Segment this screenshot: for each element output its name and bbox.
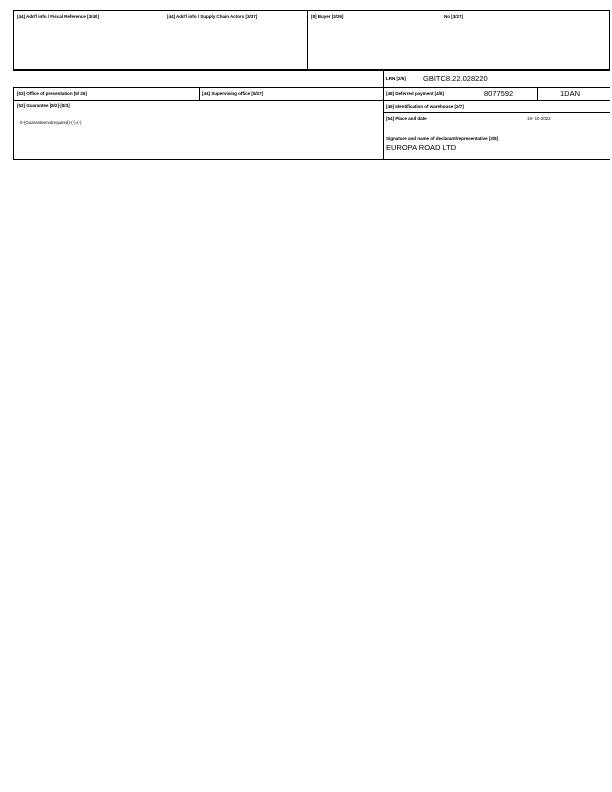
- buyer-no-label: No [3/27]: [444, 14, 463, 19]
- guarantee-value: 0-(Guaranteenotrequired)-(-)-(-): [20, 120, 82, 125]
- office-row-divider: [199, 87, 200, 100]
- signature-name: EUROPA ROAD LTD: [386, 143, 457, 152]
- guarantee-label: [52] Guarantee [8/2]-[8/3]: [17, 103, 70, 108]
- add-info-fiscal-label: [44] Add'l info / Fiscal Reference [3/40]: [17, 14, 99, 19]
- deferred-payment-label: [48] Deferred payment [4/8]: [386, 91, 444, 96]
- deferred-payment-code: 1DAN: [560, 89, 581, 98]
- top-divider: [307, 10, 308, 70]
- office-presentation-label: [53] Office of presentation [5/ 26]: [17, 91, 87, 96]
- identification-label: [49] Identification of warehouse [2/7]: [386, 104, 464, 109]
- place-date-top-line: [383, 112, 610, 113]
- top-section: [13, 10, 610, 70]
- lrn-left-line: [383, 70, 384, 87]
- office-row-divider-2: [383, 87, 384, 160]
- signature-label: Signature and name of declarant/representative [3/9]: [386, 136, 499, 141]
- lrn-label: LRN [2/5]: [386, 76, 406, 81]
- lrn-value: GBITC8.22.028220: [423, 74, 488, 83]
- place-date-label: [54] Place and date: [386, 116, 427, 121]
- form-bottom-line: [13, 159, 610, 160]
- supervising-office-label: [44] Supervising office [5/27]: [202, 91, 264, 96]
- deferred-payment-number: 8077592: [484, 89, 514, 98]
- guarantee-top-line: [13, 100, 610, 101]
- lrn-top-line: [13, 70, 610, 71]
- add-info-supply-chain-label: [44] Add'l info / Supply Chain Actors [3/37]: [167, 14, 258, 19]
- deferred-divider: [537, 87, 538, 100]
- office-row-left: [13, 87, 14, 160]
- office-row-top-line: [13, 87, 610, 88]
- buyer-label: [8] Buyer [3/26]: [311, 14, 344, 19]
- place-date-value: 19- 10-2022: [527, 116, 551, 121]
